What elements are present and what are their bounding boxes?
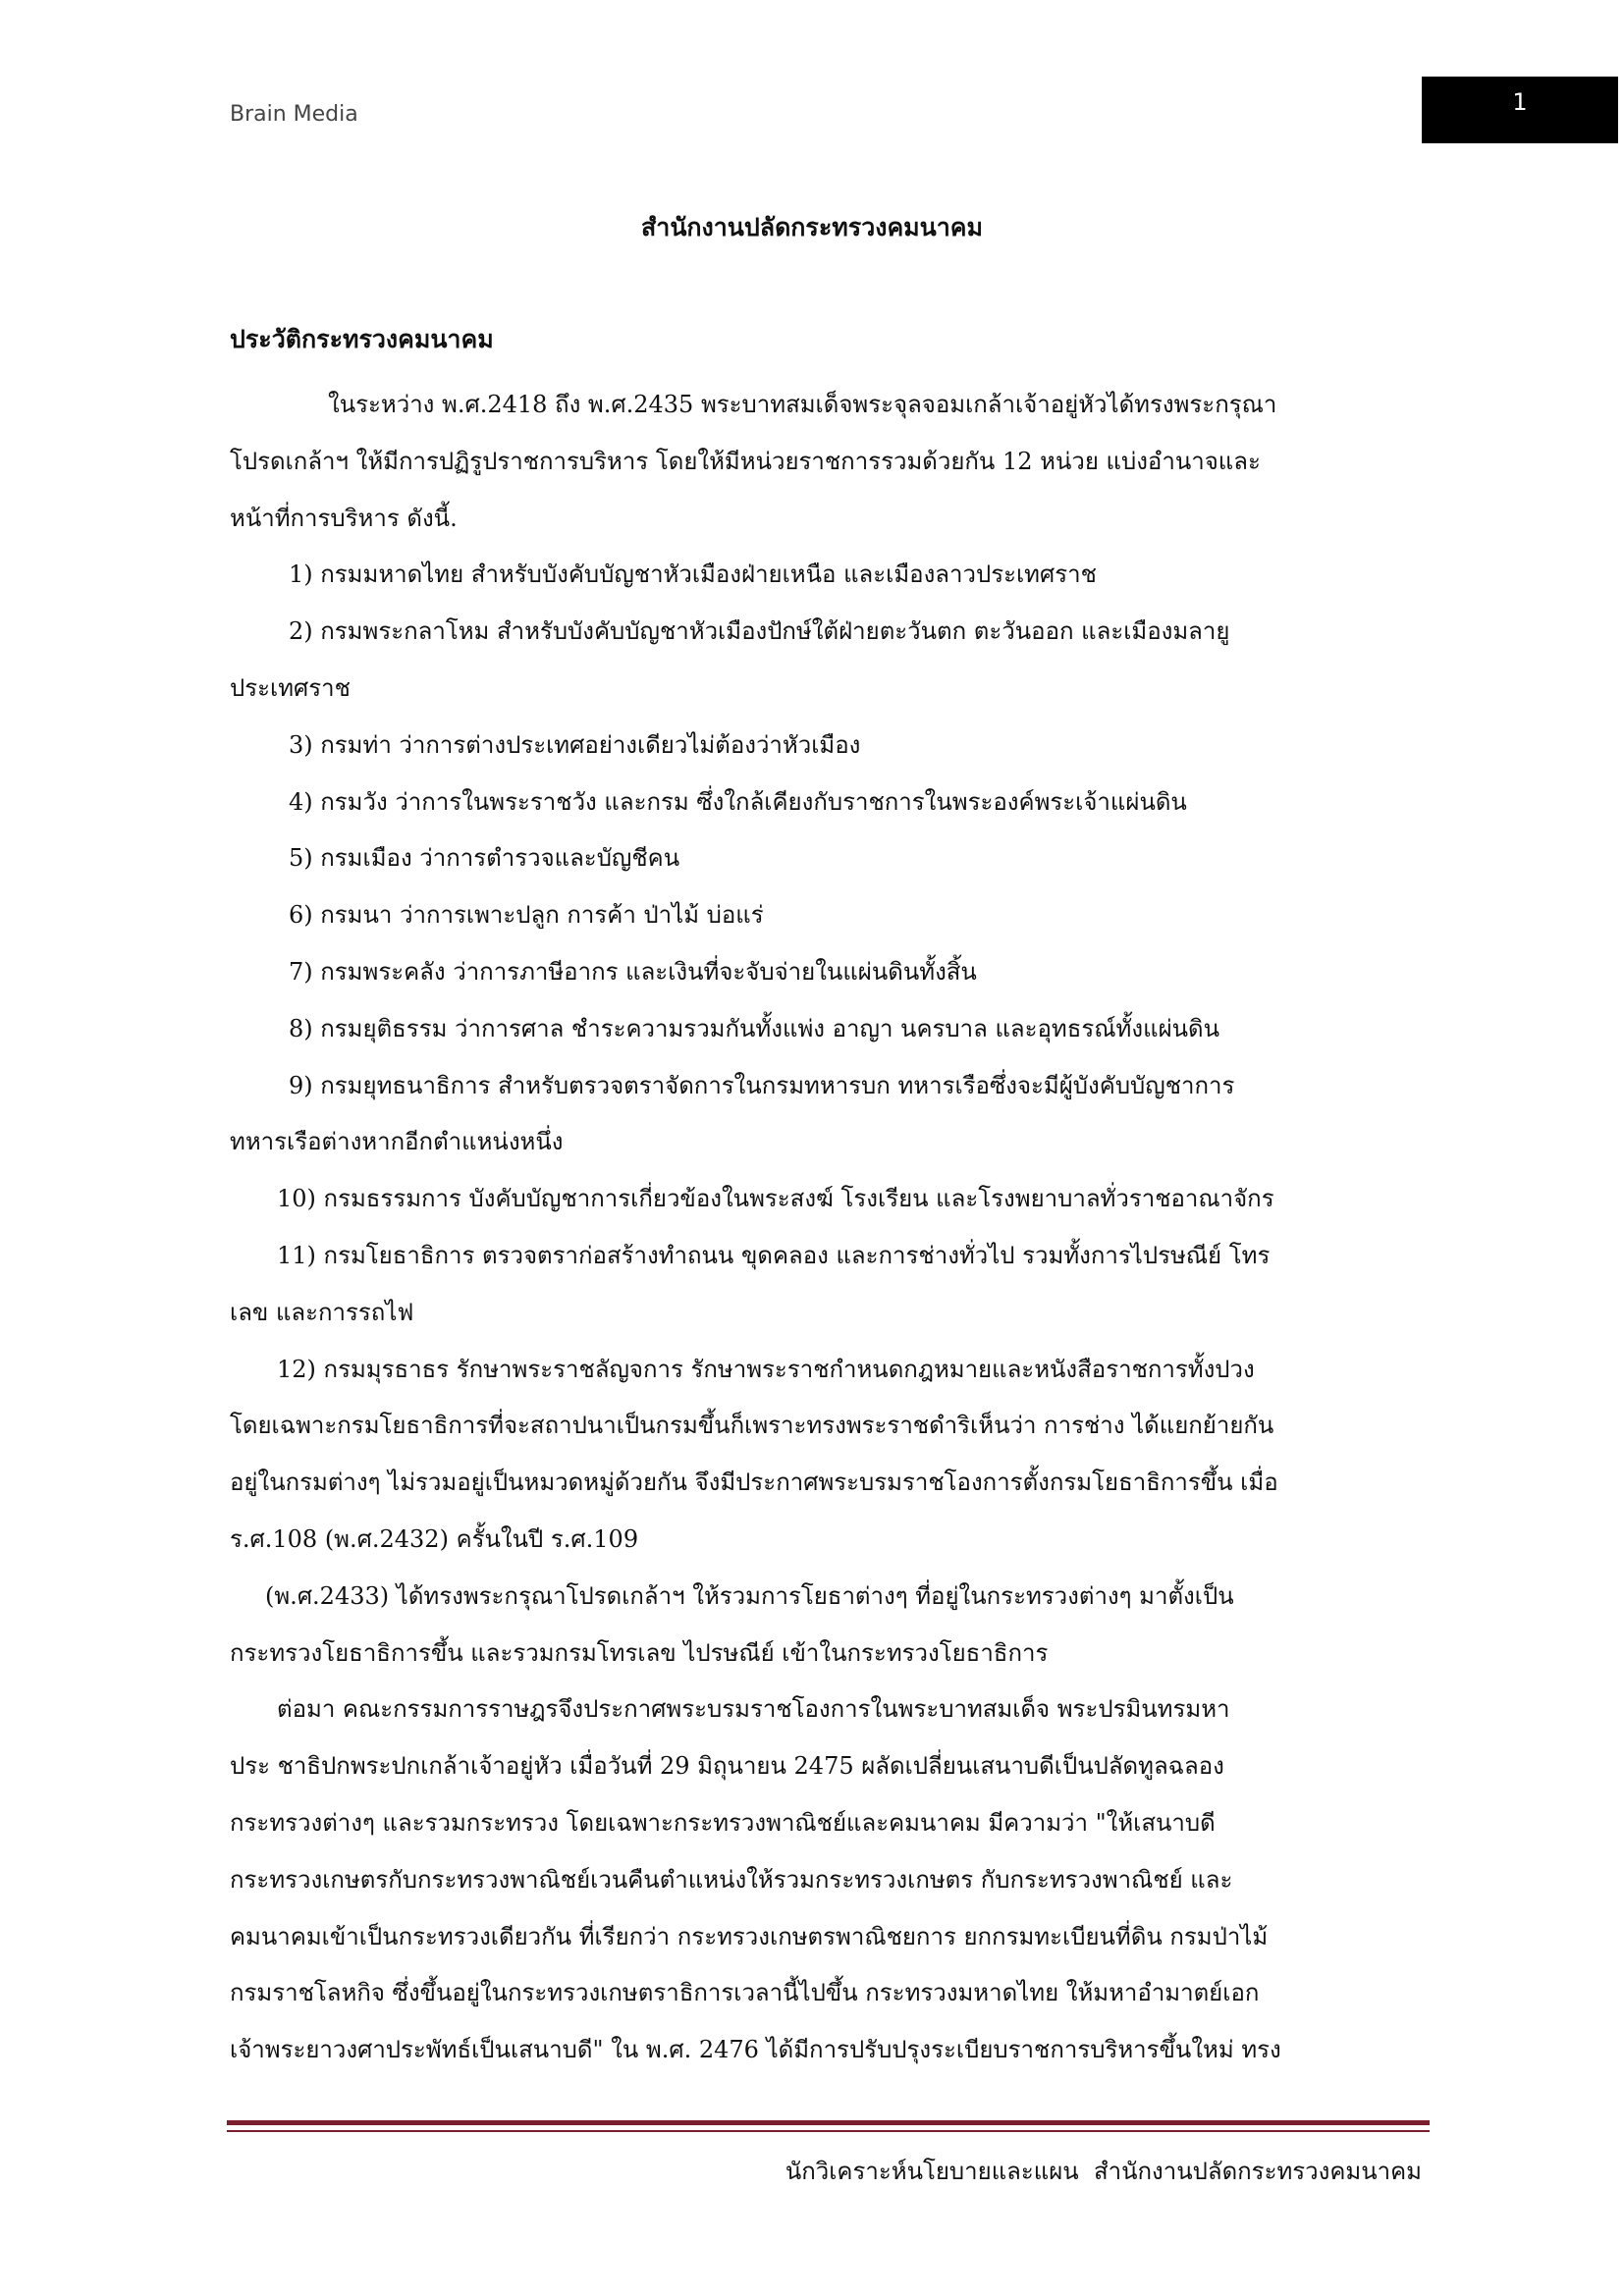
footer-rule-thin [227, 2130, 1430, 2132]
text-line: 3) กรมท่า ว่าการต่างประเทศอย่างเดียวไม่ต้องว่าหัวเมือง [289, 730, 861, 759]
text-line: โดยเฉพาะกรมโยธาธิการที่จะสถาปนาเป็นกรมขึ้นก็เพราะทรงพระราชดำริเห็นว่า การช่าง ได้แยกย้ายกัน [230, 1412, 1274, 1440]
text-line: อยู่ในกรมต่างๆ ไม่รวมอยู่เป็นหมวดหมู่ด้วยกัน จึงมีประกาศพระบรมราชโองการตั้งกรมโยธาธิการขึ้น เมื่อ [230, 1468, 1278, 1497]
text-line: ประ ชาธิปกพระปกเกล้าเจ้าอยู่หัว เมื่อวันที่ 29 มิถุนายน 2475 ผลัดเปลี่ยนเสนาบดีเป็นปลัดทูลฉลอง [230, 1752, 1224, 1781]
text-line: 9) กรมยุทธนาธิการ สำหรับตรวจตราจัดการในกรมทหารบก ทหารเรือซึ่งจะมีผู้บังคับบัญชาการ [289, 1071, 1235, 1099]
text-line: 5) กรมเมือง ว่าการตำรวจและบัญชีคน [289, 844, 680, 873]
text-line: โปรดเกล้าฯ ให้มีการปฏิรูปราชการบริหาร โดยให้มีหน่วยราชการรวมด้วยกัน 12 หน่วย แบ่งอำนาจและ [230, 447, 1261, 475]
text-line: ประเทศราช [230, 673, 351, 702]
text-line: 10) กรมธรรมการ บังคับบัญชาการเกี่ยวข้องในพระสงฆ์ โรงเรียน และโรงพยาบาลทั่วราชอาณาจักร [277, 1185, 1274, 1213]
text-line: 2) กรมพระกลาโหม สำหรับบังคับบัญชาหัวเมืองปักษ์ใต้ฝ่ายตะวันตก ตะวันออก และเมืองมลายู [289, 617, 1230, 646]
text-line: ทหารเรือต่างหากอีกตำแหน่งหนึ่ง [230, 1128, 564, 1156]
text-line: กรมราชโลหกิจ ซึ่งขึ้นอยู่ในกระทรวงเกษตราธิการเวลานี้ไปขึ้น กระทรวงมหาดไทย ให้มหาอำมาตย์เอก [230, 1979, 1260, 2007]
page-title: สำนักงานปลัดกระทรวงคมนาคม [641, 213, 983, 241]
text-line: 1) กรมมหาดไทย สำหรับบังคับบัญชาหัวเมืองฝ่ายเหนือ และเมืองลาวประเทศราช [289, 561, 1097, 589]
page-number-box [1422, 77, 1618, 143]
text-line: 12) กรมมุรธาธร รักษาพระราชลัญจการ รักษาพระราชกำหนดกฎหมายและหนังสือราชการทั้งปวง [277, 1355, 1255, 1383]
text-line: ในระหว่าง พ.ศ.2418 ถึง พ.ศ.2435 พระบาทสมเด็จพระจุลจอมเกล้าเจ้าอยู่หัวได้ทรงพระกรุณา [328, 391, 1277, 418]
footer-text: นักวิเคราะห์นโยบายและแผน สำนักงานปลัดกระทรวงคมนาคม [785, 2158, 1422, 2185]
text-line: 8) กรมยุติธรรม ว่าการศาล ชำระความรวมกันทั้งแพ่ง อาญา นครบาล และอุทธรณ์ทั้งแผ่นดิน [289, 1014, 1220, 1042]
text-line: 4) กรมวัง ว่าการในพระราชวัง และกรม ซึ่งใกล้เคียงกับราชการในพระองค์พระเจ้าแผ่นดิน [289, 787, 1187, 816]
text-line: 6) กรมนา ว่าการเพาะปลูก การค้า ป่าไม้ บ่อแร่ [289, 901, 764, 930]
brand-label: Brain Media [230, 102, 358, 127]
text-line: กระทรวงเกษตรกับกระทรวงพาณิชย์เวนคืนตำแหน่งให้รวมกระทรวงเกษตร กับกระทรวงพาณิชย์ และ [230, 1865, 1233, 1894]
text-line: 11) กรมโยธาธิการ ตรวจตราก่อสร้างทำถนน ขุดคลอง และการช่างทั่วไป รวมทั้งการไปรษณีย์ โทร [277, 1241, 1271, 1269]
text-line: คมนาคมเข้าเป็นกระทรวงเดียวกัน ที่เรียกว่า กระทรวงเกษตรพาณิชยการ ยกกรมทะเบียนที่ดิน กรมป่าไม้ [230, 1922, 1269, 1950]
text-line: หน้าที่การบริหาร ดังนี้. [230, 504, 458, 532]
text-line: กระทรวงต่างๆ และรวมกระทรวง โดยเฉพาะกระทรวงพาณิชย์และคมนาคม มีความว่า "ให้เสนาบดี [230, 1808, 1216, 1837]
text-line: เจ้าพระยาวงศาประพัทธ์เป็นเสนาบดี" ใน พ.ศ. 2476 ได้มีการปรับปรุงระเบียบราชการบริหารขึ้นใหม่ ทรง [230, 2036, 1281, 2064]
section-heading: ประวัติกระทรวงคมนาคม [230, 325, 494, 353]
text-line: กระทรวงโยธาธิการขึ้น และรวมกรมโทรเลข ไปรษณีย์ เข้าในกระทรวงโยธาธิการ [230, 1638, 1049, 1667]
text-line: ต่อมา คณะกรรมการราษฎรจึงประกาศพระบรมราชโองการในพระบาทสมเด็จ พระปรมินทรมหา [277, 1695, 1230, 1724]
footer-rule-thick [227, 2120, 1430, 2125]
text-line: เลข และการรถไฟ [230, 1298, 414, 1326]
text-line: ร.ศ.108 (พ.ศ.2432) ครั้นในปี ร.ศ.109 [230, 1524, 639, 1553]
text-line: (พ.ศ.2433) ได้ทรงพระกรุณาโปรดเกล้าฯ ให้รวมการโยธาต่างๆ ที่อยู่ในกระทรวงต่างๆ มาตั้งเป็น [265, 1581, 1234, 1610]
text-line: 7) กรมพระคลัง ว่าการภาษีอากร และเงินที่จะจับจ่ายในแผ่นดินทั้งสิ้น [289, 957, 977, 986]
document-body [230, 377, 1408, 2079]
page-number: 1 [1512, 88, 1528, 116]
